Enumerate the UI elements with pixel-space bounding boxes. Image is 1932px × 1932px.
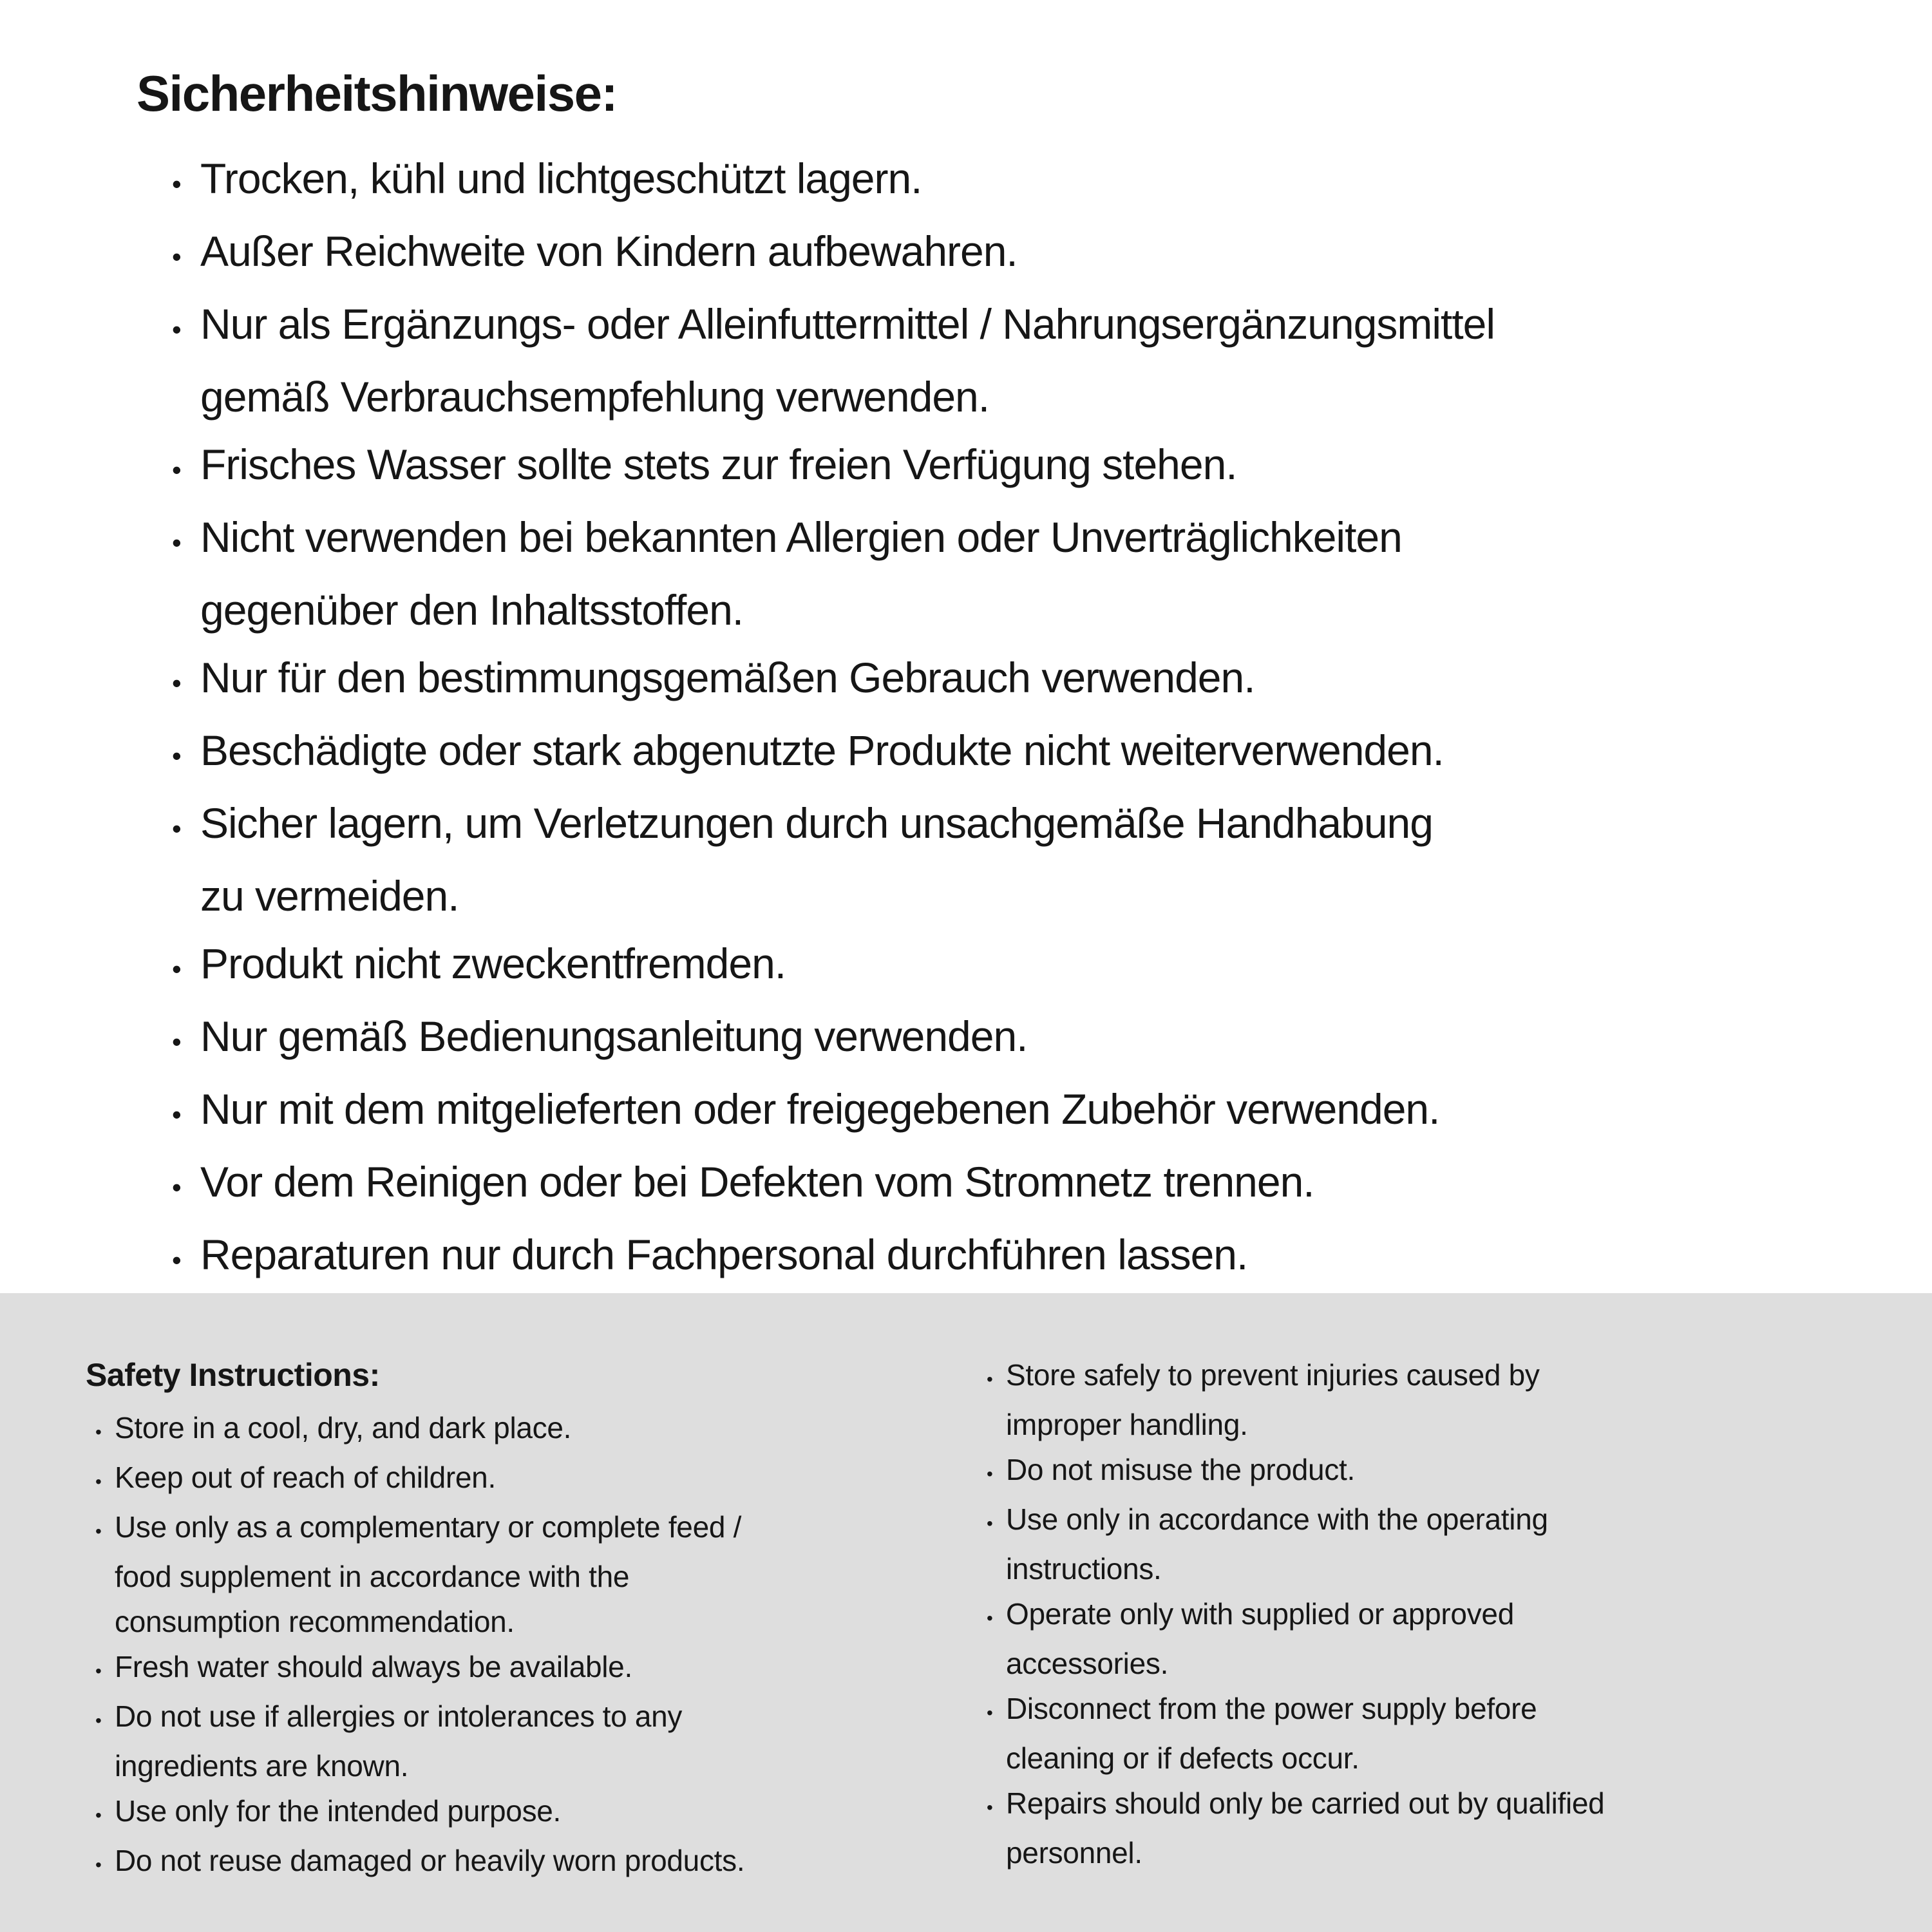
list-item-text: Operate only with supplied or approved — [1006, 1597, 1514, 1631]
list-item — [172, 218, 1495, 290]
list-item-text: zu vermeiden. — [200, 872, 459, 920]
list-item-wrap-line — [987, 1736, 1604, 1781]
list-item — [172, 431, 1495, 504]
list-item-wrap-line — [95, 1554, 744, 1599]
list-item — [172, 790, 1495, 862]
bullet-icon: • — [95, 1661, 102, 1681]
german-safety-list — [172, 145, 1495, 1294]
list-item — [987, 1447, 1604, 1497]
list-item-text: Außer Reichweite von Kindern aufbewahren. — [200, 227, 1018, 275]
bullet-icon: • — [95, 1855, 102, 1875]
german-section-title: Sicherheitshinweise: — [137, 65, 617, 122]
list-item — [95, 1694, 744, 1743]
bullet-icon: • — [987, 1797, 993, 1817]
list-item — [987, 1781, 1604, 1830]
list-item — [172, 145, 1495, 218]
list-item-text: consumption recommendation. — [115, 1605, 515, 1638]
list-item — [95, 1838, 744, 1888]
list-item-wrap-line — [172, 363, 1495, 431]
list-item-text: cleaning or if defects occur. — [1006, 1741, 1359, 1775]
list-item — [172, 1148, 1495, 1221]
list-item — [172, 1075, 1495, 1148]
bullet-icon: • — [987, 1369, 993, 1389]
list-item-text: Use only as a complementary or complete feed / — [115, 1510, 742, 1544]
list-item-wrap-line — [987, 1830, 1604, 1875]
list-item-wrap-line — [172, 862, 1495, 930]
list-item-text: Do not misuse the product. — [1006, 1453, 1355, 1486]
bullet-icon: • — [172, 668, 181, 698]
list-item — [172, 504, 1495, 576]
list-item-text: Store in a cool, dry, and dark place. — [115, 1411, 572, 1444]
list-item — [95, 1644, 744, 1694]
list-item — [172, 1003, 1495, 1075]
list-item — [95, 1788, 744, 1838]
list-item-text: Trocken, kühl und lichtgeschützt lagern. — [200, 155, 922, 202]
list-item-text: Repairs should only be carried out by qualified — [1006, 1786, 1605, 1820]
list-item-text: Beschädigte oder stark abgenutzte Produkte nicht weiterverwenden. — [200, 726, 1444, 774]
list-item — [987, 1352, 1604, 1402]
bullet-icon: • — [172, 1027, 181, 1057]
bullet-icon: • — [172, 527, 181, 558]
list-item — [95, 1504, 744, 1554]
list-item-text: instructions. — [1006, 1552, 1162, 1586]
list-item-text: Frisches Wasser sollte stets zur freien Verfügung stehen. — [200, 440, 1237, 488]
english-section-title: Safety Instructions: — [86, 1357, 380, 1393]
list-item — [95, 1405, 744, 1455]
list-item-text: Use only for the intended purpose. — [115, 1794, 562, 1828]
list-item-text: Fresh water should always be available. — [115, 1650, 632, 1683]
list-item-text: improper handling. — [1006, 1408, 1248, 1441]
list-item-text: Nur mit dem mitgelieferten oder freigegebenen Zubehör verwenden. — [200, 1085, 1440, 1133]
list-item-text: Do not use if allergies or intolerances to any — [115, 1700, 683, 1733]
bullet-icon: • — [172, 455, 181, 485]
list-item-text: Produkt nicht zweckentfremden. — [200, 940, 786, 987]
bullet-icon: • — [95, 1472, 102, 1492]
list-item-text: Vor dem Reinigen oder bei Defekten vom Stromnetz trennen. — [200, 1158, 1314, 1206]
bullet-icon: • — [172, 954, 181, 984]
list-item-text: Nur gemäß Bedienungsanleitung verwenden. — [200, 1012, 1028, 1060]
list-item — [172, 930, 1495, 1003]
list-item-wrap-line — [95, 1743, 744, 1788]
bullet-icon: • — [172, 1099, 181, 1130]
list-item-text: Keep out of reach of children. — [115, 1461, 496, 1494]
list-item-text: Disconnect from the power supply before — [1006, 1692, 1537, 1725]
list-item — [987, 1497, 1604, 1546]
bullet-icon: • — [172, 1172, 181, 1202]
bullet-icon: • — [987, 1608, 993, 1628]
list-item-wrap-line — [987, 1546, 1604, 1591]
list-item-text: Store safely to prevent injuries caused by — [1006, 1358, 1540, 1392]
bullet-icon: • — [987, 1513, 993, 1533]
bullet-icon: • — [172, 314, 181, 345]
list-item-text: Nur als Ergänzungs- oder Alleinfuttermittel / Nahrungsergänzungsmittel — [200, 300, 1495, 348]
list-item — [95, 1455, 744, 1504]
english-safety-list-right-column — [987, 1352, 1604, 1875]
list-item-text: personnel. — [1006, 1836, 1142, 1870]
list-item-wrap-line — [95, 1599, 744, 1644]
list-item-text: Nur für den bestimmungsgemäßen Gebrauch verwenden. — [200, 654, 1255, 701]
list-item-text: gegenüber den Inhaltsstoffen. — [200, 586, 744, 634]
bullet-icon: • — [95, 1710, 102, 1730]
list-item-wrap-line — [987, 1641, 1604, 1686]
bullet-icon: • — [95, 1422, 102, 1442]
list-item — [987, 1591, 1604, 1641]
list-item-text: food supplement in accordance with the — [115, 1560, 630, 1593]
bullet-icon: • — [987, 1703, 993, 1723]
bullet-icon: • — [172, 741, 181, 771]
english-safety-list-left-column — [95, 1405, 744, 1888]
bullet-icon: • — [172, 169, 181, 199]
list-item-text: ingredients are known. — [115, 1749, 409, 1783]
list-item-text: gemäß Verbrauchsempfehlung verwenden. — [200, 373, 990, 421]
bullet-icon: • — [172, 242, 181, 272]
list-item-text: Do not reuse damaged or heavily worn products. — [115, 1844, 745, 1877]
list-item — [172, 644, 1495, 717]
list-item-text: Nicht verwenden bei bekannten Allergien oder Unverträglichkeiten — [200, 513, 1402, 561]
list-item-text: Use only in accordance with the operating — [1006, 1502, 1548, 1536]
bullet-icon: • — [95, 1521, 102, 1541]
list-item-text: accessories. — [1006, 1647, 1169, 1680]
list-item-text: Reparaturen nur durch Fachpersonal durchführen lassen. — [200, 1231, 1248, 1278]
list-item — [987, 1686, 1604, 1736]
list-item-wrap-line — [987, 1402, 1604, 1447]
bullet-icon: • — [172, 1245, 181, 1275]
list-item — [172, 717, 1495, 790]
list-item-text: Sicher lagern, um Verletzungen durch unsachgemäße Handhabung — [200, 799, 1433, 847]
list-item — [172, 290, 1495, 363]
bullet-icon: • — [987, 1464, 993, 1484]
bullet-icon: • — [172, 813, 181, 844]
bullet-icon: • — [95, 1805, 102, 1825]
list-item — [172, 1221, 1495, 1294]
list-item-wrap-line — [172, 576, 1495, 644]
